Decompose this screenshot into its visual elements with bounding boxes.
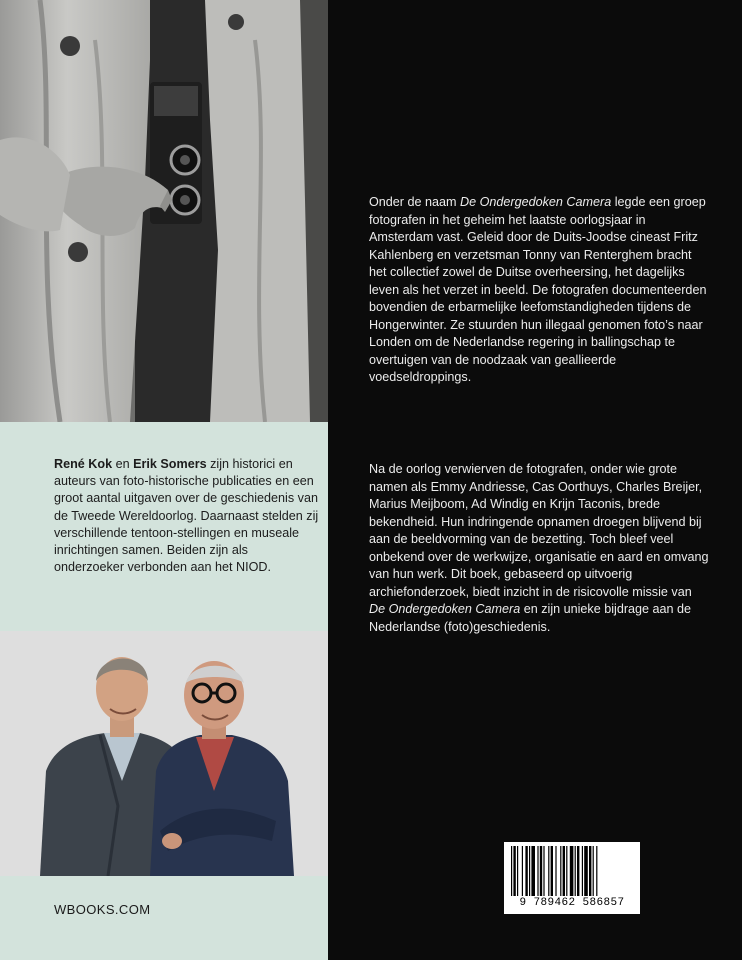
blurb-2-ending: en zijn unieke bijdrage aan de Nederlandse (foto)geschiedenis. (369, 602, 692, 634)
barcode-bar (575, 846, 576, 896)
barcode-bar (543, 846, 544, 896)
blurb-paragraph-1 (369, 194, 709, 387)
isbn-number: 9 789462 586857 (519, 897, 625, 909)
photo-man-with-camera (0, 0, 328, 422)
isbn-barcode (504, 842, 640, 914)
back-cover-right-panel (328, 0, 742, 960)
author-name-1: René Kok (54, 457, 113, 471)
barcode-bar (513, 846, 515, 896)
barcode-bars (509, 846, 635, 896)
barcode-bar (589, 846, 591, 896)
author-name-2: Erik Somers (133, 457, 207, 471)
barcode-bar (511, 846, 512, 896)
barcode-bar (537, 846, 538, 896)
barcode-bar (517, 846, 518, 896)
barcode-bar (548, 846, 549, 896)
barcode-bar (522, 846, 523, 896)
photo-authors (0, 631, 328, 876)
barcode-bar (593, 846, 594, 896)
barcode-bar (584, 846, 588, 896)
barcode-bar (570, 846, 574, 896)
blurb-paragraph-2 (369, 461, 709, 636)
barcode-bar (563, 846, 565, 896)
barcode-bar (529, 846, 530, 896)
publisher-url: WBOOKS.COM (54, 902, 151, 917)
barcode-bar (582, 846, 583, 896)
barcode-bar (525, 846, 527, 896)
author-bio-text: zijn historici en auteurs van foto-historische publicaties en een groot aantal uitgaven over de geschiedenis van de Tweede Wereldoorlog. Daarnaast stelden zij verschillende tentoon-stellingen en museale inrichtingen samen. Beiden zijn als onderzoeker verbonden aan het NIOD. (54, 457, 319, 575)
blurb-2-body: Na de oorlog verwierven de fotografen, onder wie grote namen als Emmy Andriesse, Cas Oorthuys, Charles Breijer, Marius Meijboom, Ad Windig en Krijn Taconis, brede bekendheid. Hun indringende opnamen droegen blijvend bij aan de beeldvorming van de bezetting. Toch bleef veel onbekend over de werkwijze, organisatie en aard en omvang van hun werk. Dit boek, gebaseerd op uitvoerig archiefonderzoek, biedt inzicht in de risicovolle missie van (369, 462, 709, 599)
blurb-1-book-title: De Ondergedoken Camera (460, 195, 612, 209)
barcode-bar (566, 846, 567, 896)
blurb-1-body: legde een groep fotografen in het geheim het laatste oorlogsjaar in Amsterdam vast. Geleid door de Duits-Joodse cineast Fritz Kahlenberg en verzetsman Tonny van Renterghem bracht het collectief zowel de Duitse overheersing, het dagelijks leven als het verzet in beeld. De fotografen documenteerden bovendien de erbarmelijke leefomstandigheden tijdens de Hongerwinter. Ze stuurden hun illegaal genomen foto’s naar Londen om de Nederlandse regering in ballingschap te overtuigen van de noodzaak van geallieerde voedseldroppings. (369, 195, 707, 384)
barcode-bar (596, 846, 597, 896)
blurb-2-book-title: De Ondergedoken Camera (369, 602, 521, 616)
barcode-bar (577, 846, 579, 896)
author-bio (54, 456, 320, 576)
barcode-bar (531, 846, 535, 896)
blurb-1-intro: Onder de naam (369, 195, 461, 209)
barcode-bar (551, 846, 553, 896)
barcode-bar (555, 846, 556, 896)
author-connector: en (112, 457, 134, 471)
barcode-bar (560, 846, 561, 896)
back-cover-left-panel (0, 0, 328, 960)
barcode-bar (540, 846, 542, 896)
